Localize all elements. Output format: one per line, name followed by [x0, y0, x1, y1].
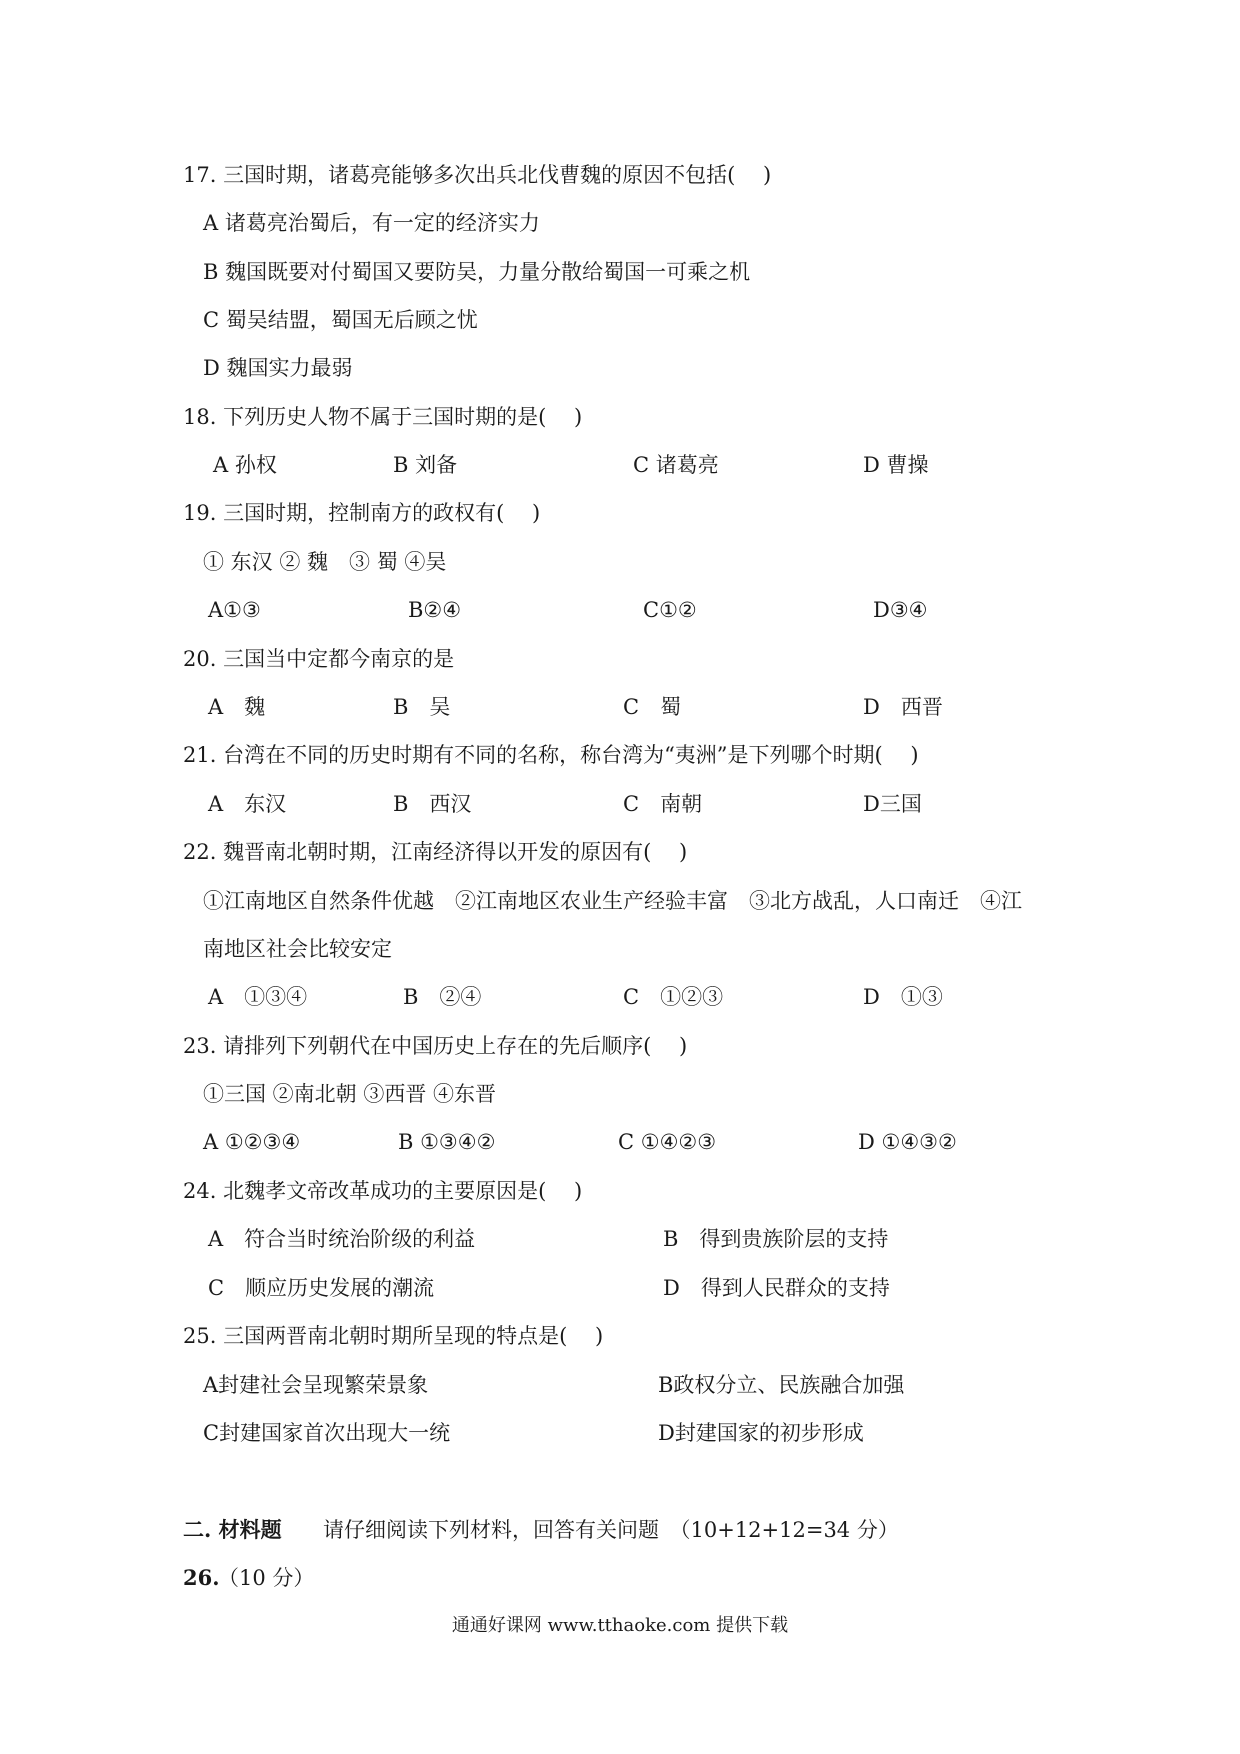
question-18: 18. 下列历史人物不属于三国时期的是( ) [183, 405, 583, 429]
q21-option-c: C 南朝 [623, 792, 703, 816]
q21-option-b: B 西汉 [393, 792, 472, 816]
q25-option-c: C封建国家首次出现大一统 [203, 1421, 451, 1445]
q18-option-a: A 孙权 [213, 453, 277, 477]
question-24: 24. 北魏孝文帝改革成功的主要原因是( ) [183, 1179, 583, 1203]
q19-items: ① 东汉 ② 魏 ③ 蜀 ④吴 [203, 550, 447, 574]
q25-option-d: D封建国家的初步形成 [658, 1421, 864, 1445]
question-20: 20. 三国当中定都今南京的是 [183, 647, 455, 671]
q22-option-b: B ②④ [403, 985, 482, 1009]
q22-option-a: A ①③④ [208, 985, 308, 1009]
q20-option-a: A 魏 [208, 695, 266, 719]
q17-option-a: A 诸葛亮治蜀后，有一定的经济实力 [203, 211, 540, 235]
q25-option-a: A封建社会呈现繁荣景象 [203, 1373, 429, 1397]
q18-option-b: B 刘备 [393, 453, 458, 477]
q21-option-a: A 东汉 [208, 792, 287, 816]
q19-option-a: A①③ [208, 598, 261, 622]
q20-option-c: C 蜀 [623, 695, 682, 719]
q24-option-d: D 得到人民群众的支持 [663, 1276, 890, 1300]
q22-items-line1: ①江南地区自然条件优越 ②江南地区农业生产经验丰富 ③北方战乱，人口南迁 ④江 [203, 889, 1022, 913]
q18-option-c: C 诸葛亮 [633, 453, 719, 477]
question-26-number: 26. [183, 1565, 220, 1590]
page-footer: 通通好课网 www.tthaoke.com 提供下载 [451, 1615, 789, 1636]
q23-option-a: A ①②③④ [203, 1130, 301, 1154]
q25-option-b: B政权分立、民族融合加强 [658, 1373, 905, 1397]
question-21: 21. 台湾在不同的历史时期有不同的名称，称台湾为“夷洲”是下列哪个时期( ) [183, 743, 919, 767]
q23-option-c: C ①④②③ [618, 1130, 717, 1154]
question-23: 23. 请排列下列朝代在中国历史上存在的先后顺序( ) [183, 1034, 688, 1058]
q17-option-d: D 魏国实力最弱 [203, 356, 353, 380]
question-25: 25. 三国两晋南北朝时期所呈现的特点是( ) [183, 1324, 604, 1348]
q21-option-d: D三国 [863, 792, 922, 816]
q24-option-c: C 顺应历史发展的潮流 [208, 1276, 435, 1300]
section-2-heading: 二. 材料题 [183, 1517, 282, 1542]
q23-items: ①三国 ②南北朝 ③西晋 ④东晋 [203, 1082, 497, 1106]
question-17: 17. 三国时期，诸葛亮能够多次出兵北伐曹魏的原因不包括( ) [183, 163, 772, 187]
question-26-score: （10 分） [218, 1566, 315, 1590]
section-2-instruction: 请仔细阅读下列材料，回答有关问题 （10+12+12=34 分） [323, 1518, 899, 1542]
q22-option-d: D ①③ [863, 985, 943, 1009]
q19-option-d: D③④ [873, 598, 928, 622]
q20-option-d: D 西晋 [863, 695, 943, 719]
question-19: 19. 三国时期，控制南方的政权有( ) [183, 501, 541, 525]
q17-option-c: C 蜀吴结盟，蜀国无后顾之忧 [203, 308, 478, 332]
question-22: 22. 魏晋南北朝时期，江南经济得以开发的原因有( ) [183, 840, 688, 864]
q22-items-line2: 南地区社会比较安定 [203, 937, 392, 961]
q19-option-c: C①② [643, 598, 697, 622]
q17-option-b: B 魏国既要对付蜀国又要防吴，力量分散给蜀国一可乘之机 [203, 260, 751, 284]
q23-option-b: B ①③④② [398, 1130, 496, 1154]
q24-option-b: B 得到贵族阶层的支持 [663, 1227, 889, 1251]
q19-option-b: B②④ [408, 598, 462, 622]
q22-option-c: C ①②③ [623, 985, 724, 1009]
q24-option-a: A 符合当时统治阶级的利益 [208, 1227, 476, 1251]
q20-option-b: B 吴 [393, 695, 451, 719]
q18-option-d: D 曹操 [863, 453, 929, 477]
q23-option-d: D ①④③② [858, 1130, 957, 1154]
